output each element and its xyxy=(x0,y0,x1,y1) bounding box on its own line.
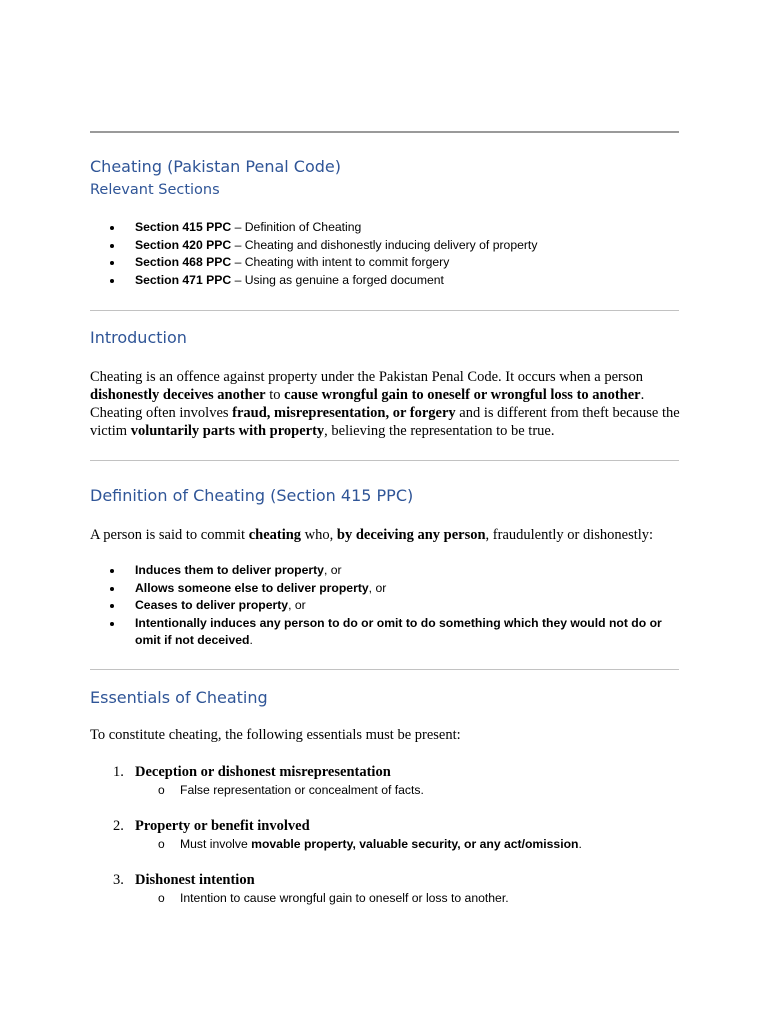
essential-subitem: o False representation or concealment of facts. xyxy=(158,783,424,797)
essential-subitem: o Must involve movable property, valuable security, or any act/omission. xyxy=(158,837,582,851)
bullet-icon xyxy=(110,279,114,283)
definition-paragraph: A person is said to commit cheating who, by deceiving any person, fraudulently or dishonestly: xyxy=(90,527,654,543)
section-description: – Using as genuine a forged document xyxy=(231,272,444,287)
list-item xyxy=(110,254,537,272)
list-item: Allows someone else to deliver property, or xyxy=(110,580,670,598)
essential-subitem: o Intention to cause wrongful gain to oneself or loss to another. xyxy=(158,891,509,905)
section-number: Section 468 PPC xyxy=(135,255,232,270)
section-number: Section 415 PPC xyxy=(135,220,232,234)
section-number: Section 420 PPC xyxy=(135,237,232,252)
section-divider xyxy=(90,310,679,311)
section-divider xyxy=(90,460,679,461)
document-title: Cheating (Pakistan Penal Code) xyxy=(90,157,341,176)
list-item: Induces them to deliver property, or xyxy=(110,562,670,580)
bullet-icon xyxy=(110,622,114,626)
section-description: – Cheating and dishonestly inducing delivery of property xyxy=(231,237,538,252)
list-item: Ceases to deliver property, or xyxy=(110,597,670,615)
essential-item: 3. Dishonest intention xyxy=(113,872,255,888)
top-rule xyxy=(90,131,679,133)
bullet-icon xyxy=(110,244,114,248)
bullet-icon xyxy=(110,587,114,591)
list-item xyxy=(110,237,537,255)
essentials-heading: Essentials of Cheating xyxy=(90,688,268,707)
list-item: Intentionally induces any person to do or omit to do something which they would not do or omit if not deceived. xyxy=(110,615,670,650)
bullet-icon xyxy=(110,261,114,265)
bullet-icon xyxy=(110,226,114,230)
essential-item: 2. Property or benefit involved xyxy=(113,818,310,834)
circle-bullet-icon: o xyxy=(158,783,165,797)
list-item xyxy=(110,219,537,237)
section-description: – Cheating with intent to commit forgery xyxy=(231,255,450,270)
introduction-paragraph: Cheating is an offence against property under the Pakistan Penal Code. It occurs when a person dishonestly deceives another to cause wrongful gain to oneself or wrongful loss to another. Cheating often involves fraud, misrepresentation, or forgery and is different from theft because the victim voluntarily parts with property, believing the representation to be true. xyxy=(90,369,680,439)
essentials-intro: To constitute cheating, the following essentials must be present: xyxy=(90,727,461,743)
relevant-sections-list xyxy=(110,219,537,289)
bullet-icon xyxy=(110,604,114,608)
circle-bullet-icon: o xyxy=(158,891,165,905)
bullet-icon xyxy=(110,569,114,573)
essential-item: 1. Deception or dishonest misrepresentation xyxy=(113,764,391,780)
circle-bullet-icon: o xyxy=(158,837,165,851)
relevant-sections-heading: Relevant Sections xyxy=(90,182,220,198)
definition-heading: Definition of Cheating (Section 415 PPC) xyxy=(90,486,414,505)
definition-list xyxy=(110,562,670,650)
section-divider xyxy=(90,669,679,670)
list-item xyxy=(110,272,537,290)
section-number: Section 471 PPC xyxy=(135,272,232,287)
section-description: – Definition of Cheating xyxy=(231,220,362,234)
introduction-heading: Introduction xyxy=(90,328,187,347)
